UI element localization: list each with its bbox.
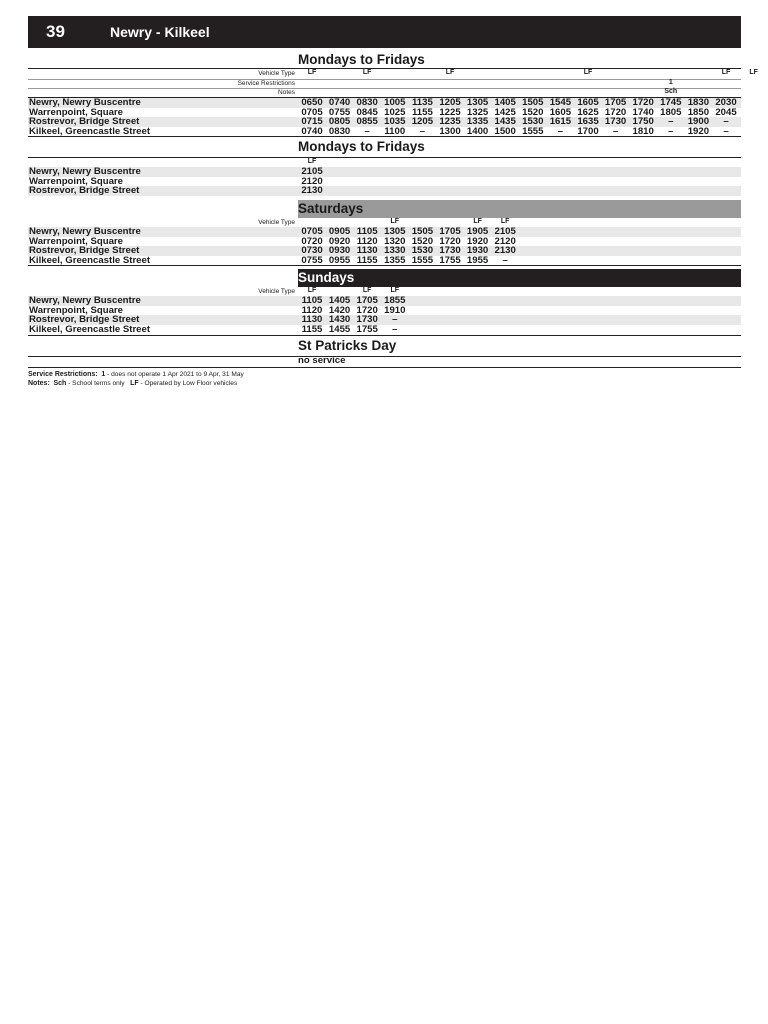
- departure-time: 1225: [439, 106, 461, 118]
- footnote-code: 1: [101, 371, 106, 378]
- departure-time: 1750: [632, 116, 654, 127]
- departure-time: 1355: [384, 254, 406, 266]
- departure-time: 1545: [549, 97, 572, 108]
- departure-time: 1155: [301, 323, 323, 335]
- stop-name: Kilkeel, Greencastle Street: [29, 125, 151, 137]
- departure-time: 0905: [328, 226, 351, 237]
- route-name: Newry - Kilkeel: [110, 24, 210, 40]
- departure-time: –: [723, 116, 729, 127]
- divider: [28, 335, 741, 336]
- departure-time: 1505: [522, 97, 544, 108]
- sunday-timetable: [28, 269, 741, 337]
- departure-time: 1130: [356, 245, 378, 256]
- departure-time: 1920: [466, 235, 489, 247]
- departure-time: 1105: [301, 295, 323, 306]
- departure-time: 0955: [328, 254, 351, 266]
- departure-time: 1755: [439, 254, 461, 266]
- departure-time: 2105: [494, 226, 516, 237]
- column-header-cell: Sch: [664, 88, 678, 95]
- weekday-late-timetable: [28, 139, 741, 199]
- vehicle-type-label: Vehicle Type: [258, 219, 295, 226]
- departure-time: 1505: [411, 226, 434, 237]
- departure-time: 1330: [384, 245, 406, 256]
- stop-name: Newry, Newry Buscentre: [29, 166, 141, 177]
- column-header-cell: LF: [583, 69, 593, 76]
- departure-time: 1520: [411, 235, 434, 247]
- route-number: 39: [46, 22, 65, 41]
- departure-time: 1120: [356, 235, 378, 247]
- timetable-row: [28, 256, 741, 266]
- divider: [28, 136, 741, 137]
- timetable-row: [28, 127, 741, 137]
- section-title: St Patricks Day: [298, 338, 397, 353]
- departure-time: 2130: [301, 185, 323, 196]
- column-header-cell: LF: [390, 218, 400, 225]
- stop-name: Rostrevor, Bridge Street: [29, 245, 140, 256]
- column-header-cell: 1: [668, 79, 673, 86]
- stop-name: Newry, Newry Buscentre: [29, 226, 141, 237]
- departure-time: 0705: [301, 226, 323, 237]
- departure-time: 1520: [522, 106, 544, 118]
- departure-time: 1700: [577, 125, 599, 137]
- stop-name: Kilkeel, Greencastle Street: [29, 254, 151, 266]
- departure-time: 1130: [301, 314, 323, 325]
- footnote-text: - Operated by Low Floor vehicles: [140, 380, 238, 387]
- section-title: Mondays to Fridays: [298, 139, 425, 154]
- stop-name: Warrenpoint, Square: [29, 175, 123, 187]
- departure-time: 0730: [301, 245, 323, 256]
- departure-time: 0740: [328, 97, 351, 108]
- departure-time: 1325: [466, 106, 489, 118]
- departure-time: –: [668, 125, 674, 137]
- departure-time: 1205: [411, 116, 434, 127]
- stop-name: Rostrevor, Bridge Street: [29, 314, 140, 325]
- timetable-row: [28, 325, 741, 335]
- departure-time: 0740: [301, 125, 323, 137]
- departure-time: 0920: [328, 235, 351, 247]
- footnote-label: Notes:: [28, 380, 50, 387]
- stop-name: Kilkeel, Greencastle Street: [29, 323, 151, 335]
- stop-name: Warrenpoint, Square: [29, 106, 123, 118]
- column-header-cell: LF: [473, 218, 482, 225]
- departure-time: 1930: [466, 245, 489, 256]
- departure-time: 1335: [466, 116, 489, 127]
- departure-time: 1555: [411, 254, 434, 266]
- sunday-band: [298, 269, 741, 287]
- departure-time: 0650: [301, 97, 323, 108]
- departure-time: 2045: [715, 106, 737, 118]
- departure-time: –: [392, 323, 398, 335]
- departure-time: 1805: [660, 106, 682, 118]
- departure-time: 1035: [384, 116, 406, 127]
- departure-time: 1420: [328, 304, 351, 316]
- service-restrictions-label: Service Restrictions: [237, 80, 295, 87]
- departure-time: 1405: [328, 295, 351, 306]
- section-title: Sundays: [298, 270, 355, 285]
- departure-time: 1005: [384, 97, 406, 108]
- departure-time: 1405: [494, 97, 516, 108]
- departure-time: –: [392, 314, 398, 325]
- departure-time: 1155: [411, 106, 433, 118]
- departure-time: –: [723, 125, 729, 137]
- departure-time: 1955: [466, 254, 489, 266]
- column-header-cell: LF: [307, 287, 317, 294]
- departure-time: 1425: [494, 106, 516, 118]
- departure-time: –: [419, 125, 426, 137]
- departure-time: 1705: [604, 97, 627, 108]
- departure-time: 1605: [549, 106, 572, 118]
- departure-time: 1235: [439, 116, 461, 127]
- footnote-code: Sch: [53, 380, 67, 387]
- stop-name: Warrenpoint, Square: [29, 304, 123, 316]
- departure-time: –: [557, 125, 564, 137]
- departure-time: 1100: [384, 125, 406, 137]
- departure-time: 1745: [660, 97, 682, 108]
- departure-time: 1920: [687, 125, 710, 137]
- departure-time: 2105: [301, 166, 323, 177]
- departure-time: 1400: [466, 125, 489, 137]
- column-header-cell: LF: [362, 69, 372, 76]
- saturday-band: [298, 200, 741, 218]
- departure-time: –: [612, 125, 619, 137]
- column-header-cell: LF: [749, 69, 758, 76]
- departure-time: 1720: [356, 304, 378, 316]
- departure-time: 1635: [577, 116, 599, 127]
- notes-label: Notes: [278, 89, 295, 96]
- departure-time: 0720: [301, 235, 323, 247]
- divider: [28, 356, 741, 357]
- departure-time: 1850: [687, 106, 710, 118]
- column-header-cell: LF: [390, 287, 400, 294]
- stop-name: Newry, Newry Buscentre: [29, 295, 141, 306]
- notes-footnote: [28, 380, 237, 387]
- departure-time: 1705: [356, 295, 378, 306]
- departure-time: 1135: [411, 97, 433, 108]
- departure-time: 1705: [439, 226, 461, 237]
- section-title: Mondays to Fridays: [298, 52, 425, 67]
- departure-time: 2120: [301, 175, 323, 187]
- departure-time: 1625: [577, 106, 599, 118]
- departure-time: 1720: [439, 235, 461, 247]
- departure-time: 1105: [356, 226, 378, 237]
- departure-time: 1555: [522, 125, 544, 137]
- departure-time: 1810: [632, 125, 654, 137]
- departure-time: 1205: [439, 97, 461, 108]
- departure-time: 1300: [439, 125, 461, 137]
- departure-time: 1730: [604, 116, 627, 127]
- departure-time: 2130: [494, 245, 516, 256]
- departure-time: 1025: [384, 106, 406, 118]
- departure-time: 0715: [301, 116, 323, 127]
- departure-time: 1740: [632, 106, 654, 118]
- stop-name: Warrenpoint, Square: [29, 235, 123, 247]
- vehicle-type-label: Vehicle Type: [258, 70, 295, 77]
- timetable-row: [28, 186, 741, 196]
- divider: [28, 367, 741, 368]
- departure-time: 1305: [384, 226, 406, 237]
- departure-time: 1905: [466, 226, 489, 237]
- departure-time: 1720: [632, 97, 654, 108]
- departure-time: 1320: [384, 235, 406, 247]
- st-patricks-day-timetable: [28, 338, 741, 370]
- departure-time: 1910: [384, 304, 406, 316]
- departure-time: 0705: [301, 106, 323, 118]
- departure-time: 1830: [687, 97, 710, 108]
- column-header-cell: LF: [362, 287, 372, 294]
- departure-time: 0845: [356, 106, 378, 118]
- departure-time: 1730: [439, 245, 461, 256]
- weekday-timetable: [28, 52, 758, 138]
- column-header-cell: LF: [500, 218, 510, 225]
- departure-time: 1855: [384, 295, 406, 306]
- departure-time: 1900: [687, 116, 710, 127]
- column-header-cell: LF: [721, 69, 731, 76]
- departure-time: 1455: [328, 323, 351, 335]
- departure-time: 1430: [328, 314, 351, 325]
- departure-time: 0855: [356, 116, 378, 127]
- departure-time: 2030: [715, 97, 737, 108]
- stop-name: Newry, Newry Buscentre: [29, 97, 141, 108]
- departure-time: 1155: [356, 254, 378, 266]
- service-restrictions-row: [28, 79, 741, 88]
- footnote-code: LF: [130, 380, 139, 387]
- service-restrictions-footnote: [28, 371, 244, 378]
- departure-time: 1305: [466, 97, 489, 108]
- no-service-text: no service: [298, 355, 346, 366]
- column-header-cell: LF: [445, 69, 455, 76]
- timetable-row: [28, 167, 741, 177]
- departure-time: 0755: [301, 254, 323, 266]
- departure-time: 0805: [328, 116, 351, 127]
- footnote-text: - School terms only: [68, 380, 125, 387]
- departure-time: 1755: [356, 323, 378, 335]
- departure-time: 1605: [577, 97, 599, 108]
- saturday-timetable: [28, 200, 741, 266]
- vehicle-type-row: [28, 69, 758, 78]
- departure-time: 0830: [356, 97, 378, 108]
- departure-time: 0830: [328, 125, 351, 137]
- footnote-text: - does not operate 1 Apr 2021 to 9 Apr, 31 May: [107, 371, 244, 378]
- footnote-label: Service Restrictions:: [28, 371, 98, 378]
- column-header-cell: LF: [307, 158, 317, 165]
- divider: [28, 265, 741, 266]
- departure-time: 1120: [301, 304, 323, 316]
- stop-name: Rostrevor, Bridge Street: [29, 116, 140, 127]
- departure-time: 1530: [522, 116, 544, 127]
- section-title: Saturdays: [298, 201, 364, 216]
- departure-time: 1615: [549, 116, 572, 127]
- departure-time: 1530: [411, 245, 434, 256]
- column-header-cell: LF: [307, 69, 317, 76]
- stop-name: Rostrevor, Bridge Street: [29, 185, 140, 196]
- departure-time: 1720: [604, 106, 627, 118]
- departure-time: 2120: [494, 235, 516, 247]
- departure-time: –: [364, 125, 370, 137]
- departure-time: 1435: [494, 116, 516, 127]
- vehicle-type-label: Vehicle Type: [258, 288, 295, 295]
- departure-time: 1500: [494, 125, 516, 137]
- departure-time: 1730: [356, 314, 378, 325]
- departure-time: –: [502, 254, 508, 266]
- departure-time: 0930: [328, 245, 351, 256]
- departure-time: –: [668, 116, 674, 127]
- departure-time: 0755: [328, 106, 351, 118]
- route-header: [28, 16, 741, 48]
- notes-row: [28, 88, 741, 97]
